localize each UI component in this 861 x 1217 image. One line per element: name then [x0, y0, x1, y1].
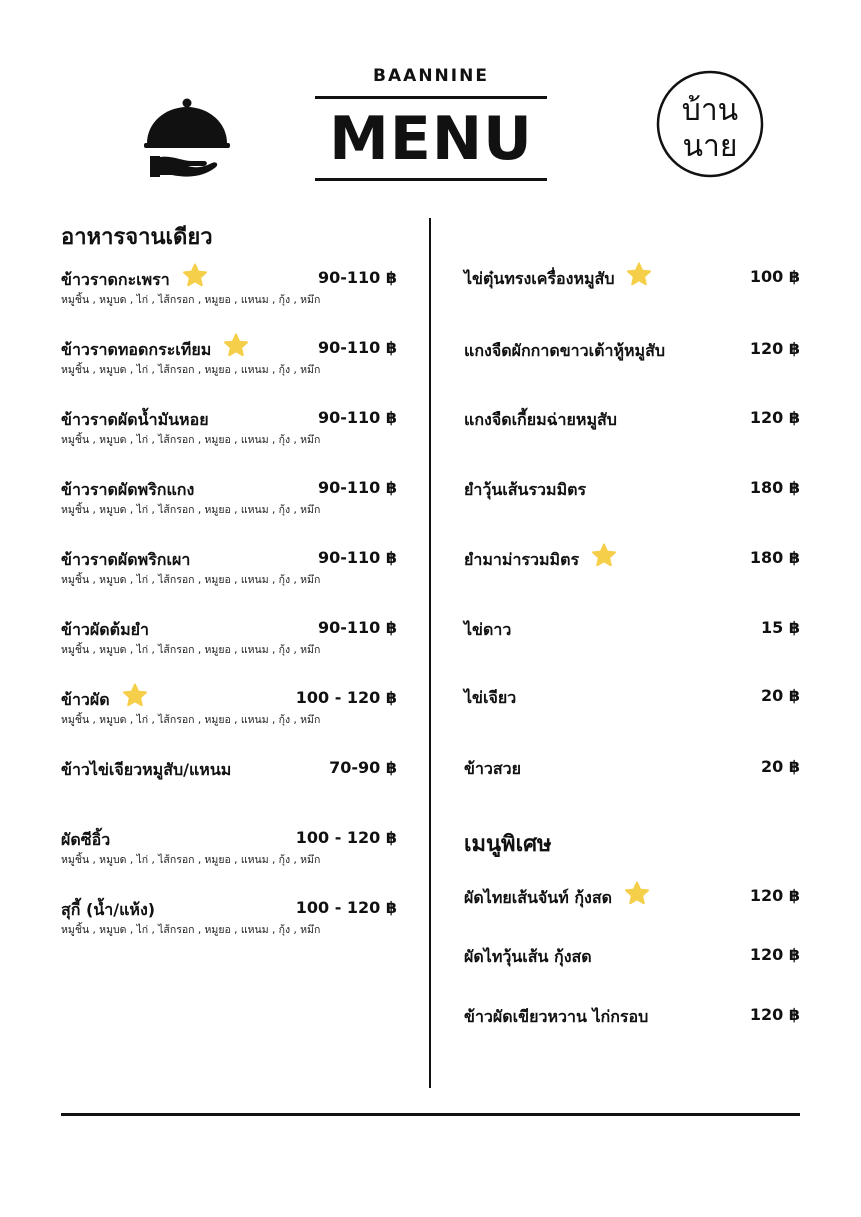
menu-item	[464, 1005, 800, 1045]
menu-item-name: ข้าวผัด	[61, 690, 110, 709]
star-icon	[591, 543, 617, 569]
menu-item	[61, 338, 397, 378]
menu-item	[464, 478, 800, 518]
menu-item-description: หมูชิ้น , หมูบด , ไก่ , ไส้กรอก , หมูยอ , แหนม , กุ้ง , หมึก	[61, 924, 321, 936]
menu-item-name: แกงจืดเกี้ยมฉ่ายหมูสับ	[464, 410, 617, 429]
menu-item-name: ข้าวสวย	[464, 759, 522, 778]
menu-item-price: 90-110 ฿	[317, 478, 397, 497]
menu-item-name: แกงจืดผักกาดขาวเต้าหู้หมูสับ	[464, 341, 666, 360]
menu-item-name: ข้าวผัดต้มยำ	[61, 620, 149, 639]
menu-item-price: 20 ฿	[761, 757, 800, 776]
menu-item-description: หมูชิ้น , หมูบด , ไก่ , ไส้กรอก , หมูยอ , แหนม , กุ้ง , หมึก	[61, 574, 321, 586]
menu-item	[464, 618, 800, 658]
menu-item-description: หมูชิ้น , หมูบด , ไก่ , ไส้กรอก , หมูยอ , แหนม , กุ้ง , หมึก	[61, 294, 321, 306]
menu-item-price: 180 ฿	[749, 548, 800, 567]
menu-item-description: หมูชิ้น , หมูบด , ไก่ , ไส้กรอก , หมูยอ , แหนม , กุ้ง , หมึก	[61, 504, 321, 516]
menu-item-price: 100 - 120 ฿	[295, 688, 397, 707]
title-rule-bottom	[315, 178, 547, 181]
menu-item-name: ผัดซีอิ้ว	[61, 830, 111, 849]
star-icon	[626, 262, 652, 288]
menu-item-price: 100 - 120 ฿	[295, 828, 397, 847]
column-divider	[429, 218, 431, 1088]
menu-item	[61, 828, 397, 868]
menu-item	[61, 408, 397, 448]
menu-item-name: ข้าวราดผัดพริกแกง	[61, 480, 195, 499]
section-title-single-dish: อาหารจานเดียว	[61, 225, 213, 250]
title-rule-top	[315, 96, 547, 99]
menu-item	[61, 618, 397, 658]
menu-item-name: ข้าวราดผัดพริกเผา	[61, 550, 191, 569]
menu-item	[464, 686, 800, 726]
star-icon	[122, 683, 148, 709]
logo-text-top: บ้าน	[681, 93, 739, 128]
menu-item	[464, 757, 800, 797]
menu-item	[464, 408, 800, 448]
menu-item-name: ข้าวราดกะเพรา	[61, 270, 170, 289]
menu-item	[464, 886, 800, 926]
menu-item	[464, 548, 800, 588]
menu-item-price: 100 - 120 ฿	[295, 898, 397, 917]
menu-item-price: 90-110 ฿	[317, 268, 397, 287]
menu-item	[61, 898, 397, 938]
menu-item-price: 90-110 ฿	[317, 618, 397, 637]
menu-item-description: หมูชิ้น , หมูบด , ไก่ , ไส้กรอก , หมูยอ , แหนม , กุ้ง , หมึก	[61, 364, 321, 376]
menu-item-description: หมูชิ้น , หมูบด , ไก่ , ไส้กรอก , หมูยอ , แหนม , กุ้ง , หมึก	[61, 854, 321, 866]
menu-item	[464, 339, 800, 379]
menu-item-price: 120 ฿	[749, 1005, 800, 1024]
brand-name: BAANNINE	[373, 66, 489, 86]
cloche-serving-icon	[142, 95, 232, 185]
menu-item-price: 20 ฿	[761, 686, 800, 705]
menu-item-name: ไข่ตุ๋นทรงเครื่องหมูสับ	[464, 269, 615, 288]
menu-item	[464, 945, 800, 985]
page-title: MENU	[329, 104, 533, 174]
star-icon	[223, 333, 249, 359]
menu-item-name: ไข่ดาว	[464, 620, 512, 639]
menu-item-price: 90-110 ฿	[317, 338, 397, 357]
menu-item-description: หมูชิ้น , หมูบด , ไก่ , ไส้กรอก , หมูยอ , แหนม , กุ้ง , หมึก	[61, 714, 321, 726]
menu-item-name: ยำวุ้นเส้นรวมมิตร	[464, 480, 587, 499]
menu-item	[464, 267, 800, 307]
menu-item-name: ข้าวไข่เจียวหมูสับ/แหนม	[61, 760, 232, 779]
star-icon	[182, 263, 208, 289]
menu-item-price: 180 ฿	[749, 478, 800, 497]
menu-item-price: 15 ฿	[761, 618, 800, 637]
menu-item	[61, 268, 397, 308]
menu-item-price: 100 ฿	[749, 267, 800, 286]
menu-item	[61, 548, 397, 588]
menu-item	[61, 688, 397, 728]
menu-item-price: 120 ฿	[749, 408, 800, 427]
menu-item-name: ผัดไทยเส้นจันท์ กุ้งสด	[464, 888, 612, 907]
logo-text-bottom: นาย	[682, 129, 738, 164]
menu-item-price: 120 ฿	[749, 339, 800, 358]
star-icon	[624, 881, 650, 907]
menu-item-name: ข้าวผัดเขียวหวาน ไก่กรอบ	[464, 1007, 649, 1026]
menu-item-price: 70-90 ฿	[329, 758, 397, 777]
menu-item	[61, 478, 397, 518]
menu-item-price: 120 ฿	[749, 945, 800, 964]
menu-item-name: ข้าวราดผัดน้ำมันหอย	[61, 410, 209, 429]
menu-item-description: หมูชิ้น , หมูบด , ไก่ , ไส้กรอก , หมูยอ , แหนม , กุ้ง , หมึก	[61, 434, 321, 446]
menu-item-name: ผัดไทวุ้นเส้น กุ้งสด	[464, 947, 592, 966]
footer-rule	[61, 1113, 800, 1116]
baan-nai-logo	[656, 70, 764, 178]
menu-item-price: 90-110 ฿	[317, 548, 397, 567]
menu-item-name: สุกี้ (น้ำ/แห้ง)	[61, 900, 156, 919]
menu-item	[61, 758, 397, 798]
menu-item-description: หมูชิ้น , หมูบด , ไก่ , ไส้กรอก , หมูยอ , แหนม , กุ้ง , หมึก	[61, 644, 321, 656]
menu-item-price: 90-110 ฿	[317, 408, 397, 427]
menu-item-price: 120 ฿	[749, 886, 800, 905]
menu-item-name: ข้าวราดทอดกระเทียม	[61, 340, 212, 359]
menu-item-name: ยำมาม่ารวมมิตร	[464, 550, 580, 569]
section-title-special-menu: เมนูพิเศษ	[464, 832, 552, 857]
menu-item-name: ไข่เจียว	[464, 688, 517, 707]
